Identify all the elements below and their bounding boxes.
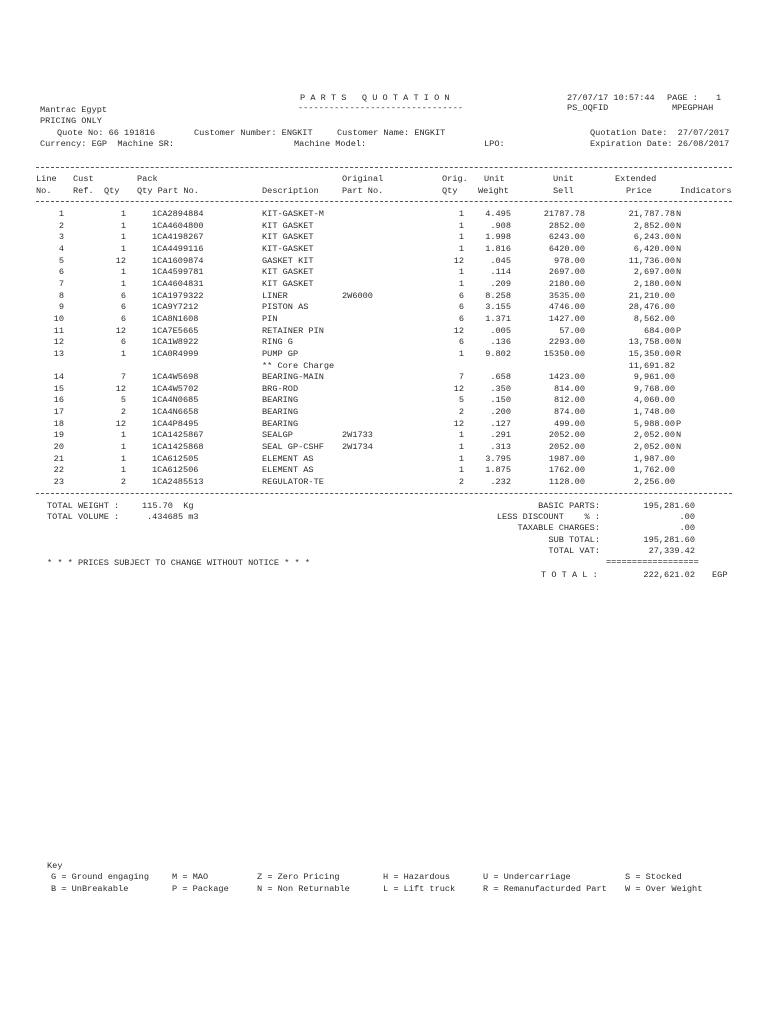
- row-orig-qty: 2: [458, 407, 464, 418]
- row-indicator: R: [676, 348, 682, 359]
- divider: [36, 201, 732, 202]
- row-unit-sell: 978.00: [554, 255, 585, 266]
- row-line-no: 11: [53, 325, 64, 336]
- row-unit-weight: 9.802: [485, 348, 511, 359]
- row-indicator: N: [676, 220, 682, 231]
- key-item: N = Non Returnable: [257, 884, 350, 894]
- equals-line: ==================: [606, 557, 699, 567]
- row-extended-price: 8,562.00: [633, 313, 675, 324]
- row-unit-weight: 1.816: [485, 243, 511, 254]
- row-part-no: 1CA4N6658: [152, 407, 199, 418]
- row-unit-sell: 4746.00: [548, 302, 585, 313]
- key-item: U = Undercarriage: [483, 872, 571, 882]
- row-description: PUMP GP: [262, 348, 299, 359]
- row-line-no: 15: [53, 383, 64, 394]
- row-description: KIT GASKET: [262, 278, 314, 289]
- key-item: R = Remanufacturded Part: [483, 884, 607, 894]
- title-underline: --------------------------------: [298, 103, 464, 113]
- row-unit-weight: 8.258: [485, 290, 511, 301]
- row-extended-price: 1,762.00: [633, 465, 675, 476]
- customer-number: Customer Number: ENGKIT: [194, 128, 313, 138]
- row-orig-qty: 1: [458, 220, 464, 231]
- row-unit-weight: 4.495: [485, 209, 511, 219]
- table-row: [0, 478, 768, 490]
- row-line-no: 2: [58, 220, 64, 231]
- row-extended-price: 1,748.00: [633, 407, 675, 418]
- row-unit-sell: 2180.00: [548, 278, 585, 289]
- row-line-no: 7: [58, 278, 64, 289]
- row-unit-sell: 2293.00: [548, 337, 585, 348]
- row-qty: 12: [115, 383, 126, 394]
- col-cust: Ref.: [73, 186, 94, 196]
- user-id: MPEGPHAH: [672, 103, 714, 113]
- row-indicator: N: [676, 267, 682, 278]
- row-extended-price: 4,060.00: [633, 395, 675, 406]
- report-title: P A R T S Q U O T A T I O N: [300, 93, 450, 103]
- row-unit-weight: 1.998: [485, 232, 511, 243]
- row-unit-sell: 814.00: [554, 383, 585, 394]
- row-unit-weight: .658: [490, 372, 511, 383]
- row-qty: 1: [120, 453, 126, 464]
- row-qty: 2: [120, 407, 126, 418]
- row-extended-price: 2,852.00: [633, 220, 675, 231]
- row-unit-sell: 1762.00: [548, 465, 585, 476]
- row-line-no: 5: [58, 255, 64, 266]
- currency-machine-sr: Currency: EGP Machine SR:: [40, 139, 175, 149]
- row-part-no: 1CA8N1608: [152, 313, 199, 324]
- row-orig-qty: 2: [458, 476, 464, 487]
- row-unit-weight: .150: [490, 395, 511, 406]
- taxable-charges-label: TAXABLE CHARGES:: [517, 523, 600, 533]
- dealer-name: Mantrac Egypt: [40, 105, 108, 115]
- row-unit-weight: .200: [490, 407, 511, 418]
- row-indicator: N: [676, 209, 682, 219]
- key-item: P = Package: [172, 884, 229, 894]
- row-description: RING G: [262, 337, 293, 348]
- row-unit-sell: 21787.78: [543, 209, 585, 219]
- row-part-no: 1CA1425868: [152, 442, 204, 452]
- row-extended-price: 13,758.00: [628, 337, 675, 348]
- row-description: ELEMENT AS: [262, 465, 314, 476]
- row-qty: 12: [115, 255, 126, 266]
- row-unit-sell: 1423.00: [548, 372, 585, 383]
- row-orig-qty: 1: [458, 243, 464, 254]
- row-extended-price: 28,476.00: [628, 302, 675, 313]
- row-indicator: P: [676, 325, 682, 336]
- row-extended-price: 684.00: [644, 325, 675, 336]
- col-orig-qty: Orig.: [442, 174, 468, 184]
- row-orig-qty: 12: [453, 255, 464, 266]
- col-original: Original: [342, 174, 384, 184]
- col-line: Line: [36, 174, 57, 184]
- row-extended-price: 11,691.82: [628, 360, 675, 371]
- grand-total-label: T O T A L :: [541, 570, 598, 580]
- row-part-no: 1CA1979322: [152, 290, 204, 301]
- row-qty: 1: [120, 232, 126, 243]
- row-part-no: 1CA4599781: [152, 267, 204, 278]
- row-line-no: 21: [53, 453, 64, 464]
- row-line-no: 10: [53, 313, 64, 324]
- row-unit-weight: 3.155: [485, 302, 511, 313]
- row-unit-sell: 57.00: [559, 325, 585, 336]
- row-part-no: 1CA1609874: [152, 255, 204, 266]
- row-indicator: N: [676, 243, 682, 254]
- row-orig-qty: 1: [458, 209, 464, 219]
- row-orig-qty: 6: [458, 337, 464, 348]
- divider: [36, 493, 732, 494]
- print-datetime: 27/07/17 10:57:44: [567, 93, 655, 103]
- row-part-no: 1CA1425867: [152, 430, 204, 441]
- row-extended-price: 1,987.00: [633, 453, 675, 464]
- row-description: RETAINER PIN: [262, 325, 324, 336]
- row-part-no: 1CA2485513: [152, 476, 204, 487]
- col-qty: Qty: [104, 186, 120, 196]
- row-unit-sell: 3535.00: [548, 290, 585, 301]
- col-extended: Extended: [615, 174, 657, 184]
- row-description: BRG-ROD: [262, 383, 299, 394]
- row-unit-sell: 2052.00: [548, 442, 585, 452]
- row-line-no: 13: [53, 348, 64, 359]
- row-description: BEARING-MAIN: [262, 372, 324, 383]
- row-original-part: 2W1733: [342, 430, 373, 441]
- row-unit-weight: .209: [490, 278, 511, 289]
- key-item: S = Stocked: [625, 872, 682, 882]
- row-orig-qty: 1: [458, 442, 464, 452]
- row-unit-sell: 6420.00: [548, 243, 585, 254]
- row-unit-weight: 1.875: [485, 465, 511, 476]
- row-line-no: 23: [53, 476, 64, 487]
- row-description: ** Core Charge: [262, 360, 335, 371]
- row-indicator: P: [676, 418, 682, 429]
- row-extended-price: 21,787.78: [628, 209, 675, 219]
- row-part-no: 1CA4198267: [152, 232, 204, 243]
- row-orig-qty: 1: [458, 348, 464, 359]
- col-unit-weight: Unit: [484, 174, 505, 184]
- report-id: PS_OQFID: [567, 103, 609, 113]
- total-weight-value: 115.70 Kg: [142, 501, 194, 511]
- key-item: M = MAO: [172, 872, 209, 882]
- row-unit-weight: .350: [490, 383, 511, 394]
- row-qty: 6: [120, 290, 126, 301]
- row-unit-sell: 6243.00: [548, 232, 585, 243]
- row-part-no: 1CA1W8922: [152, 337, 199, 348]
- key-item: Z = Zero Pricing: [257, 872, 340, 882]
- row-qty: 2: [120, 476, 126, 487]
- row-line-no: 18: [53, 418, 64, 429]
- row-line-no: 20: [53, 442, 64, 452]
- row-orig-qty: 1: [458, 278, 464, 289]
- row-extended-price: 9,961.00: [633, 372, 675, 383]
- row-extended-price: 9,768.00: [633, 383, 675, 394]
- price-notice: * * * PRICES SUBJECT TO CHANGE WITHOUT NOTICE * * *: [47, 558, 311, 568]
- row-qty: 6: [120, 337, 126, 348]
- row-extended-price: 2,180.00: [633, 278, 675, 289]
- row-indicator: N: [676, 430, 682, 441]
- less-discount-label: LESS DISCOUNT % :: [496, 512, 600, 522]
- row-description: REGULATOR-TE: [262, 476, 324, 487]
- row-unit-weight: .908: [490, 220, 511, 231]
- row-line-no: 19: [53, 430, 64, 441]
- row-extended-price: 11,736.00: [628, 255, 675, 266]
- grand-total-currency: EGP: [712, 570, 728, 580]
- row-orig-qty: 12: [453, 418, 464, 429]
- row-unit-weight: .005: [490, 325, 511, 336]
- row-qty: 1: [120, 430, 126, 441]
- basic-parts-label: BASIC PARTS:: [538, 501, 600, 511]
- row-line-no: 8: [58, 290, 64, 301]
- row-description: BEARING: [262, 418, 299, 429]
- row-part-no: 1CA4W5702: [152, 383, 199, 394]
- row-line-no: 1: [58, 209, 64, 219]
- row-part-no: 1CA0R4999: [152, 348, 199, 359]
- row-line-no: 3: [58, 232, 64, 243]
- pricing-only-label: PRICING ONLY: [40, 116, 102, 126]
- row-qty: 1: [120, 465, 126, 476]
- row-orig-qty: 1: [458, 453, 464, 464]
- col-price: Price: [626, 186, 652, 196]
- key-item: H = Hazardous: [383, 872, 451, 882]
- row-part-no: 1CA4P8495: [152, 418, 199, 429]
- row-orig-qty: 7: [458, 372, 464, 383]
- row-unit-sell: 2052.00: [548, 430, 585, 441]
- col-unit-sell: Unit: [553, 174, 574, 184]
- row-part-no: 1CA4604800: [152, 220, 204, 231]
- row-part-no: 1CA4W5698: [152, 372, 199, 383]
- row-line-no: 12: [53, 337, 64, 348]
- row-unit-weight: .136: [490, 337, 511, 348]
- col-unit-weight: Weight: [478, 186, 509, 196]
- row-indicator: N: [676, 232, 682, 243]
- row-unit-weight: .127: [490, 418, 511, 429]
- row-description: ELEMENT AS: [262, 453, 314, 464]
- lpo-label: LPO:: [484, 139, 505, 149]
- row-part-no: 1CA4604831: [152, 278, 204, 289]
- row-qty: 1: [120, 348, 126, 359]
- row-description: PIN: [262, 313, 278, 324]
- grand-total-value: 222,621.02: [643, 570, 695, 580]
- row-qty: 7: [120, 372, 126, 383]
- row-extended-price: 15,350.00: [628, 348, 675, 359]
- row-extended-price: 2,052.00: [633, 442, 675, 452]
- page-label: PAGE :: [667, 93, 698, 103]
- row-description: GASKET KIT: [262, 255, 314, 266]
- row-part-no: 1CA7E5665: [152, 325, 199, 336]
- subtotal-label: SUB TOTAL:: [548, 535, 600, 545]
- col-pack: Pack: [137, 174, 158, 184]
- row-original-part: 2W1734: [342, 442, 373, 452]
- row-part-no: 1CA9Y7212: [152, 302, 199, 313]
- row-extended-price: 2,256.00: [633, 476, 675, 487]
- row-orig-qty: 5: [458, 395, 464, 406]
- row-qty: 1: [120, 243, 126, 254]
- row-description: BEARING: [262, 395, 299, 406]
- row-unit-sell: 2852.00: [548, 220, 585, 231]
- row-qty: 1: [120, 278, 126, 289]
- customer-name: Customer Name: ENGKIT: [337, 128, 446, 138]
- row-unit-sell: 499.00: [554, 418, 585, 429]
- row-qty: 6: [120, 302, 126, 313]
- total-weight-label: TOTAL WEIGHT :: [47, 501, 120, 511]
- row-qty: 1: [120, 267, 126, 278]
- row-line-no: 22: [53, 465, 64, 476]
- col-line: No.: [36, 186, 52, 196]
- row-part-no: 1CA612505: [152, 453, 199, 464]
- row-unit-weight: .114: [490, 267, 511, 278]
- row-description: KIT-GASKET-M: [262, 209, 324, 219]
- row-description: PISTON AS: [262, 302, 309, 313]
- col-unit-sell: Sell: [553, 186, 574, 196]
- basic-parts-value: 195,281.60: [643, 501, 695, 511]
- col-indicators: Indicators: [680, 186, 732, 196]
- row-orig-qty: 6: [458, 313, 464, 324]
- row-description: KIT GASKET: [262, 232, 314, 243]
- less-discount-value: .00: [679, 512, 695, 522]
- row-unit-weight: 1.371: [485, 313, 511, 324]
- table-row: [0, 350, 768, 362]
- col-pack-part: Qty Part No.: [137, 186, 199, 196]
- key-item: B = UnBreakable: [51, 884, 129, 894]
- row-description: KIT GASKET: [262, 267, 314, 278]
- row-unit-sell: 1987.00: [548, 453, 585, 464]
- row-extended-price: 6,420.00: [633, 243, 675, 254]
- row-unit-weight: .291: [490, 430, 511, 441]
- row-unit-sell: 1427.00: [548, 313, 585, 324]
- key-item: W = Over Weight: [625, 884, 703, 894]
- row-orig-qty: 12: [453, 325, 464, 336]
- row-description: BEARING: [262, 407, 299, 418]
- row-orig-qty: 1: [458, 232, 464, 243]
- row-line-no: 6: [58, 267, 64, 278]
- row-unit-weight: .232: [490, 476, 511, 487]
- row-line-no: 4: [58, 243, 64, 254]
- row-extended-price: 2,697.00: [633, 267, 675, 278]
- col-original: Part No.: [342, 186, 384, 196]
- row-indicator: N: [676, 278, 682, 289]
- row-orig-qty: 1: [458, 430, 464, 441]
- row-part-no: 1CA4499116: [152, 243, 204, 254]
- total-vat-label: TOTAL VAT:: [548, 546, 600, 556]
- row-qty: 6: [120, 313, 126, 324]
- col-cust: Cust: [73, 174, 94, 184]
- row-extended-price: 21,210.00: [628, 290, 675, 301]
- row-description: SEAL GP-CSHF: [262, 442, 324, 452]
- total-volume-value: .434685 m3: [147, 512, 199, 522]
- row-orig-qty: 12: [453, 383, 464, 394]
- row-qty: 1: [120, 220, 126, 231]
- row-unit-sell: 1128.00: [548, 476, 585, 487]
- row-indicator: N: [676, 255, 682, 266]
- row-qty: 1: [120, 209, 126, 219]
- total-volume-label: TOTAL VOLUME :: [47, 512, 120, 522]
- key-title: Key: [47, 861, 63, 871]
- row-unit-weight: .045: [490, 255, 511, 266]
- row-orig-qty: 6: [458, 290, 464, 301]
- row-extended-price: 6,243.00: [633, 232, 675, 243]
- row-qty: 12: [115, 418, 126, 429]
- subtotal-value: 195,281.60: [643, 535, 695, 545]
- row-orig-qty: 1: [458, 267, 464, 278]
- col-description: Description: [262, 186, 319, 196]
- row-orig-qty: 6: [458, 302, 464, 313]
- row-qty: 1: [120, 442, 126, 452]
- row-description: SEALGP: [262, 430, 293, 441]
- taxable-charges-value: .00: [679, 523, 695, 533]
- page-number: 1: [716, 93, 722, 103]
- row-line-no: 17: [53, 407, 64, 418]
- row-qty: 12: [115, 325, 126, 336]
- row-description: KIT GASKET: [262, 220, 314, 231]
- quotation-date: Quotation Date: 27/07/2017: [590, 128, 730, 138]
- col-orig-qty: Qty: [442, 186, 458, 196]
- row-original-part: 2W6000: [342, 290, 373, 301]
- row-extended-price: 5,988.00: [633, 418, 675, 429]
- key-item: L = Lift truck: [383, 884, 456, 894]
- key-item: G = Ground engaging: [51, 872, 149, 882]
- row-part-no: 1CA4N0685: [152, 395, 199, 406]
- row-line-no: 16: [53, 395, 64, 406]
- divider: [36, 167, 732, 168]
- total-vat-value: 27,339.42: [648, 546, 695, 556]
- row-description: KIT-GASKET: [262, 243, 314, 254]
- row-description: LINER: [262, 290, 288, 301]
- row-unit-sell: 15350.00: [543, 348, 585, 359]
- row-part-no: 1CA612506: [152, 465, 199, 476]
- row-indicator: N: [676, 337, 682, 348]
- row-indicator: N: [676, 442, 682, 452]
- expiration-date: Expiration Date: 26/08/2017: [590, 139, 730, 149]
- row-unit-sell: 812.00: [554, 395, 585, 406]
- row-line-no: 14: [53, 372, 64, 383]
- row-extended-price: 2,052.00: [633, 430, 675, 441]
- machine-model: Machine Model:: [294, 139, 367, 149]
- row-unit-weight: 3.795: [485, 453, 511, 464]
- row-unit-sell: 2697.00: [548, 267, 585, 278]
- row-part-no: 1CA2894884: [152, 209, 204, 219]
- quote-number: Quote No: 66 191816: [57, 128, 155, 138]
- row-line-no: 9: [58, 302, 64, 313]
- row-unit-weight: .313: [490, 442, 511, 452]
- row-unit-sell: 874.00: [554, 407, 585, 418]
- row-orig-qty: 1: [458, 465, 464, 476]
- row-qty: 5: [120, 395, 126, 406]
